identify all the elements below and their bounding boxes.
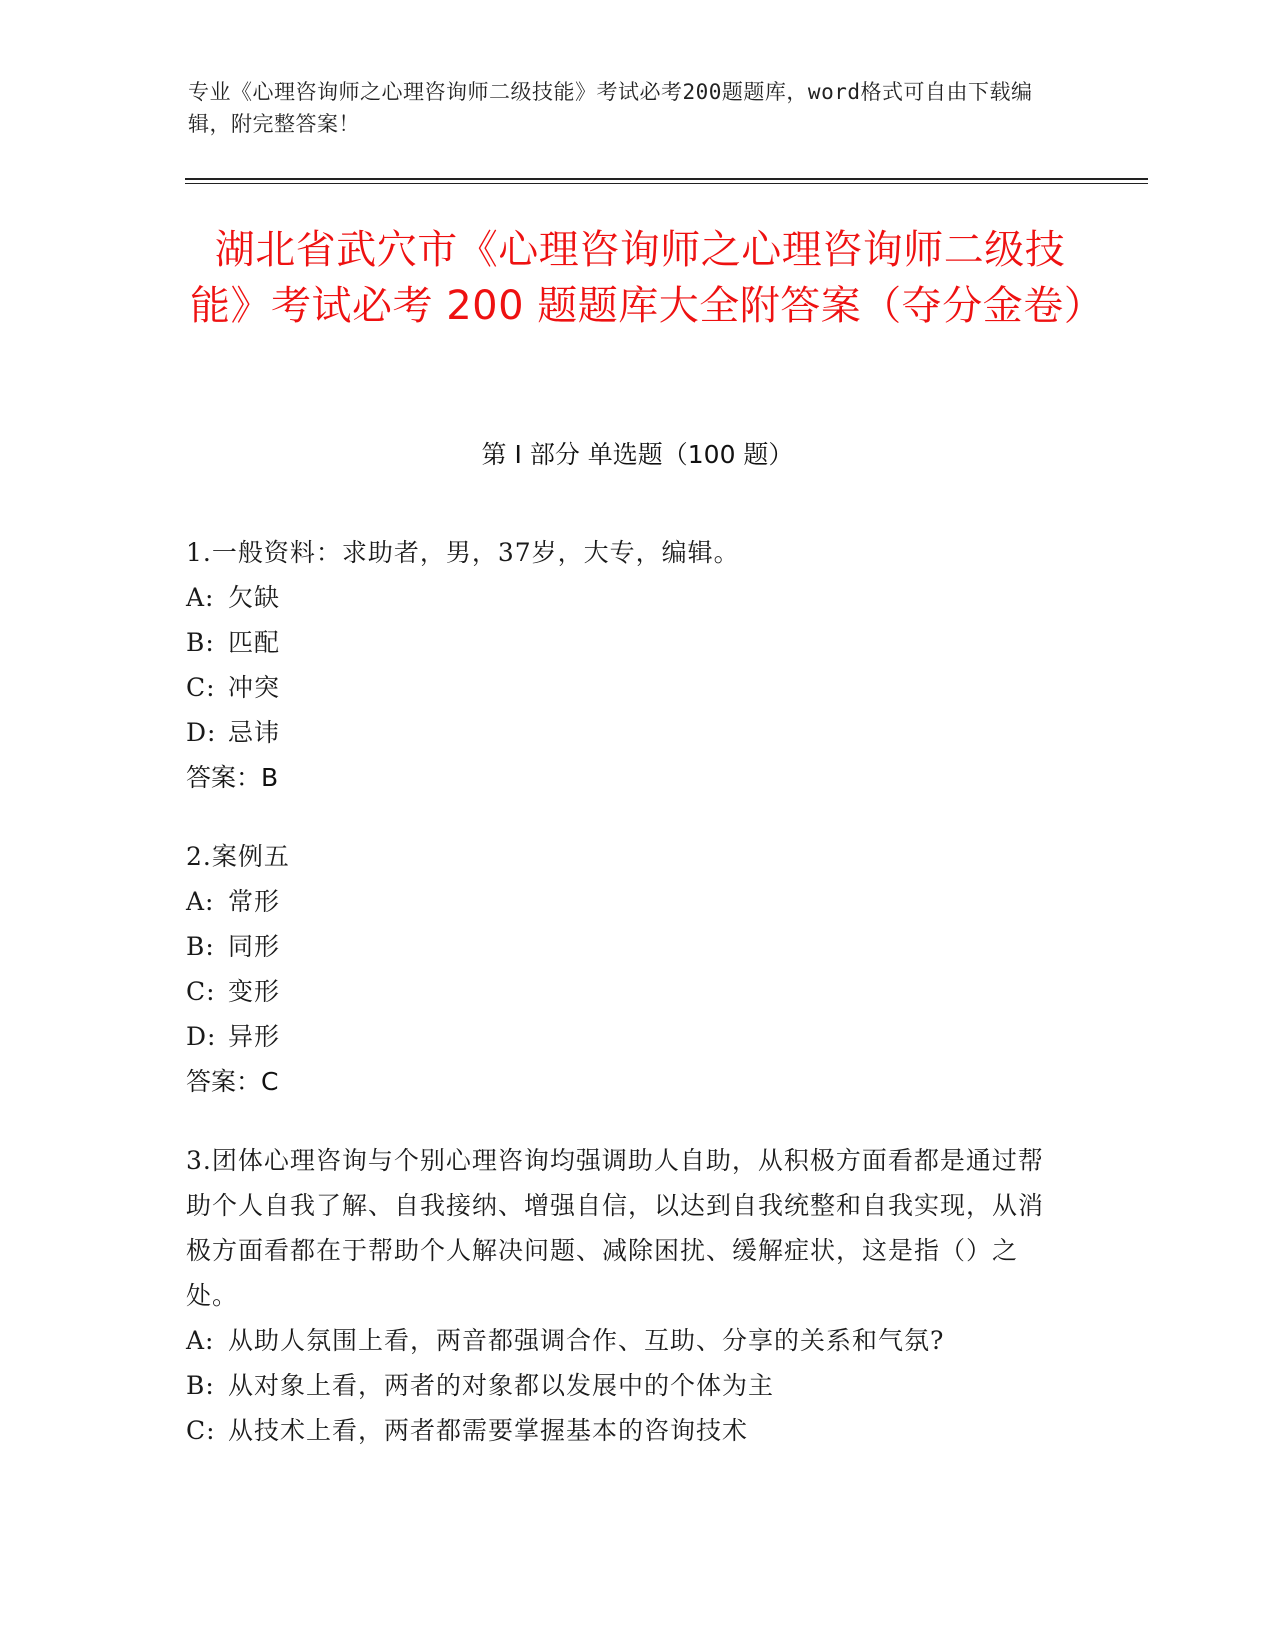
option-b (186, 620, 1066, 665)
option-text: 冲突 (228, 673, 281, 702)
option-text: 从对象上看，两者的对象都以发展中的个体为主 (228, 1371, 775, 1400)
option-letter: C: (186, 1416, 216, 1445)
option-c (186, 665, 1066, 710)
question-stem: 1.一般资料：求助者，男，37岁，大专，编辑。 (186, 538, 740, 567)
question-2 (186, 834, 1066, 1104)
option-letter: A: (186, 583, 215, 612)
answer-line: 答案：C (186, 1067, 279, 1096)
question-1 (186, 530, 1066, 800)
option-d (186, 1014, 1066, 1059)
option-text: 变形 (228, 977, 281, 1006)
option-letter: D: (186, 718, 217, 747)
option-b (186, 924, 1066, 969)
question-3 (186, 1138, 1066, 1453)
answer-line: 答案：B (186, 763, 279, 792)
option-letter: B: (186, 1371, 215, 1400)
option-c (186, 969, 1066, 1014)
option-text: 忌讳 (228, 718, 281, 747)
option-letter: B: (186, 932, 215, 961)
option-letter: B: (186, 628, 215, 657)
option-letter: A: (186, 1326, 215, 1355)
option-text: 从助人氛围上看，两音都强调合作、互助、分享的关系和气氛? (228, 1326, 945, 1355)
option-letter: C: (186, 673, 216, 702)
option-d (186, 710, 1066, 755)
section-title: 第 I 部分 单选题（100 题） (481, 440, 794, 469)
option-a (186, 1318, 1066, 1363)
option-b (186, 1363, 1066, 1408)
option-c (186, 1408, 1066, 1453)
header-rule-thin (185, 183, 1148, 184)
header-note: 专业《心理咨询师之心理咨询师二级技能》考试必考200题题库，word格式可自由下载编辑，附完整答案！ (188, 80, 1033, 136)
option-text: 从技术上看，两者都需要掌握基本的咨询技术 (228, 1416, 749, 1445)
question-list (186, 530, 1066, 1487)
option-text: 同形 (228, 932, 281, 961)
option-text: 常形 (228, 887, 281, 916)
question-stem: 2.案例五 (186, 842, 290, 871)
option-letter: A: (186, 887, 215, 916)
option-text: 匹配 (228, 628, 281, 657)
question-stem: 3.团体心理咨询与个别心理咨询均强调助人自助，从积极方面看都是通过帮助个人自我了解、自我接纳、增强自信，以达到自我统整和自我实现，从消极方面看都在于帮助个人解决问题、减除困扰、缓解症状，这是指（）之处。 (186, 1146, 1045, 1310)
document-title: 湖北省武穴市《心理咨询师之心理咨询师二级技能》考试必考 200 题题库大全附答案（夺分金卷） (190, 227, 1105, 329)
option-letter: C: (186, 977, 216, 1006)
option-text: 欠缺 (228, 583, 281, 612)
option-a (186, 575, 1066, 620)
option-text: 异形 (228, 1022, 281, 1051)
header-rule-thick (185, 178, 1148, 180)
option-a (186, 879, 1066, 924)
option-letter: D: (186, 1022, 217, 1051)
